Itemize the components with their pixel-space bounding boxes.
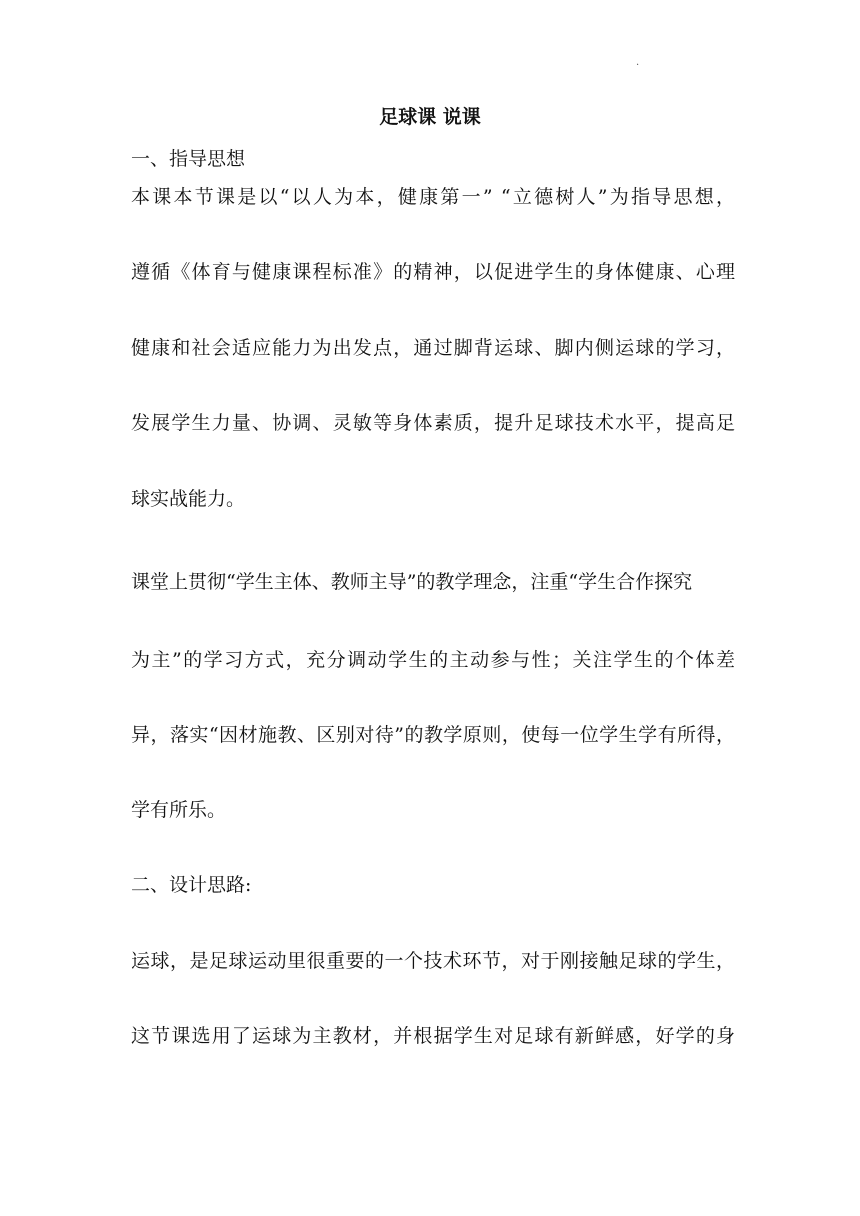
paragraph-2-line-4: 学有所乐。 xyxy=(131,799,227,821)
section-heading-guiding-ideology: 一、指导思想 xyxy=(131,148,246,170)
paragraph-1-line-3: 健康和社会适应能力为出发点，通过脚背运球、脚内侧运球的学习， xyxy=(131,337,735,359)
paragraph-2-line-3: 异，落实“因材施教、区别对待”的教学原则，使每一位学生学有所得， xyxy=(131,724,735,746)
page-mark: . xyxy=(636,57,640,68)
paragraph-2-line-2: 为主”的学习方式，充分调动学生的主动参与性；关注学生的个体差 xyxy=(131,649,735,671)
paragraph-2-line-1: 课堂上贯彻“学生主体、教师主导”的教学理念，注重“学生合作探究 xyxy=(131,571,693,593)
paragraph-1-line-2: 遵循《体育与健康课程标准》的精神，以促进学生的身体健康、心理 xyxy=(131,261,735,283)
paragraph-3-line-1: 运球，是足球运动里很重要的一个技术环节，对于刚接触足球的学生， xyxy=(131,950,735,972)
paragraph-1-line-1: 本课本节课是以“以人为本，健康第一” “立德树人”为指导思想， xyxy=(131,186,735,208)
paragraph-1-line-4: 发展学生力量、协调、灵敏等身体素质，提升足球技术水平，提高足 xyxy=(131,412,735,434)
document-title: 足球课 说课 xyxy=(379,106,481,128)
paragraph-1-line-5: 球实战能力。 xyxy=(131,488,246,510)
section-heading-design-approach: 二、设计思路: xyxy=(131,874,252,896)
paragraph-3-line-2: 这节课选用了运球为主教材，并根据学生对足球有新鲜感，好学的身 xyxy=(131,1025,735,1047)
